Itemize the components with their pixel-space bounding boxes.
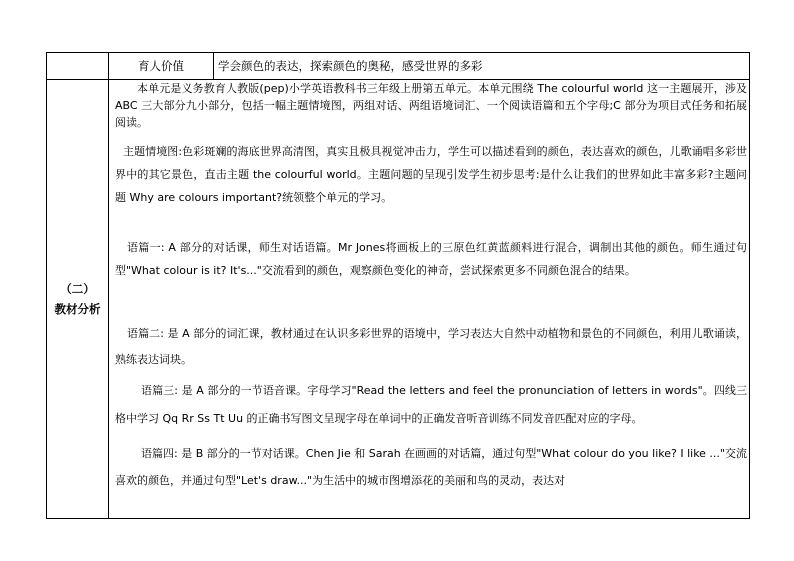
table-row	[47, 53, 750, 80]
section-number: （二）	[60, 282, 95, 296]
paragraphs	[109, 80, 749, 518]
row-label: 育人价值	[109, 53, 214, 80]
paragraph: 主题情境图:色彩斑斓的海底世界高清图，真实且极具视觉冲击力，学生可以描述看到的颜色，表达喜欢的颜色，儿歌诵唱多彩世界中的其它景色，直击主题 the colourful world。主题问题的呈现引发学生初步思考:是什么让我们的世界如此丰富多彩?主题问题 Why are colours important?统领整个单元的学习。	[115, 145, 747, 204]
content-cell	[109, 80, 750, 519]
paragraph: 语篇三: 是 A 部分的一节语音课。字母学习"Read the letters and feel the pronunciation of letters in words"。四线三格中学习 Qq Rr Ss Tt Uu 的正确书写图文呈现字母在单词中的正确发音听音训练不同发音匹配对应的字母。	[115, 384, 747, 425]
analysis-table	[46, 52, 750, 519]
section-title: 教材分析	[54, 302, 101, 316]
table-row	[47, 80, 750, 519]
section-label	[47, 80, 109, 519]
row-value: 学会颜色的表达，探索颜色的奥秘，感受世界的多彩	[214, 53, 750, 80]
paragraph: 语篇四: 是 B 部分的一节对话课。Chen Jie 和 Sarah 在画画的对话篇，通过句型"What colour do you like? I like ..."交流喜欢的颜色，并通过句型"Let's draw..."为生活中的城市图增添花的美丽和鸟的灵动，表达对	[115, 447, 747, 487]
paragraph: 本单元是义务教育人教版(pep)小学英语教科书三年级上册第五单元。本单元围绕 The colourful world 这一主题展开，涉及 ABC 三大部分九小部分，包括一幅主题情境图，两组对话、两组语境词汇、一个阅读语篇和五个字母;C 部分为项目式任务和拓展阅读。	[115, 82, 747, 129]
paragraph: 语篇一: A 部分的对话课，师生对话语篇。Mr Jones将画板上的三原色红黄蓝颜料进行混合，调制出其他的颜色。师生通过句型"What colour is it? It's..."交流看到的颜色，观察颜色变化的神奇，尝试探索更多不同颜色混合的结果。	[115, 241, 747, 277]
paragraph: 语篇二: 是 A 部分的词汇课，教材通过在认识多彩世界的语境中，学习表达大自然中动植物和景色的不同颜色，利用儿歌诵读，熟练表达词块。	[115, 327, 747, 366]
empty-cell	[47, 53, 109, 80]
